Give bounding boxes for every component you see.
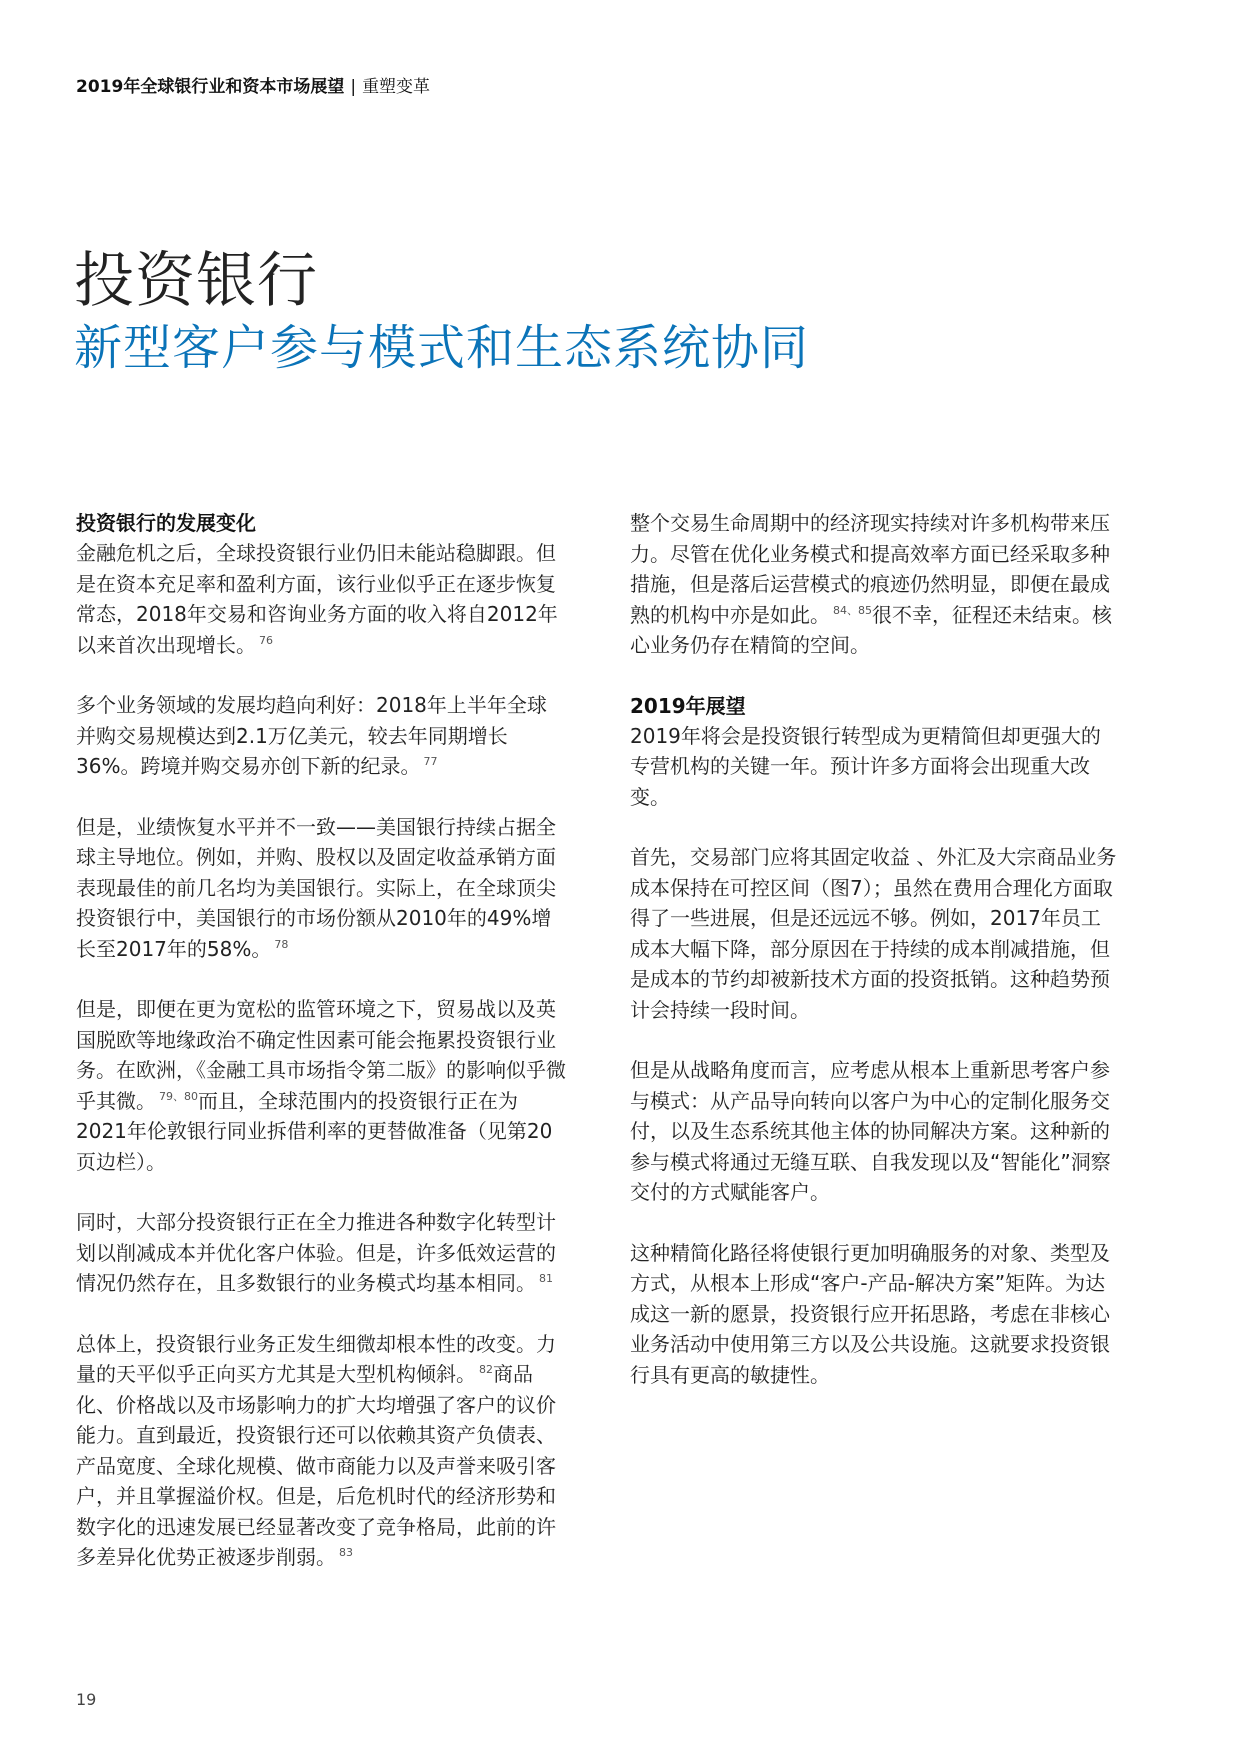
page-number: 19 <box>76 1690 97 1709</box>
paragraph <box>630 508 1120 661</box>
paragraph: 这种精简化路径将使银行更加明确服务的对象、类型及方式，从根本上形成“客户-产品-解决方案”矩阵。为达成这一新的愿景，投资银行应开拓思路，考虑在非核心业务活动中使用第三方以及公共设施。这就要求投资银行具有更高的敏捷性。 <box>630 1240 1110 1387</box>
footnote-ref: 77 <box>423 755 438 768</box>
running-header <box>76 72 430 97</box>
paragraph-text: 金融危机之后，全球投资银行业仍旧未能站稳脚跟。但是在资本充足率和盈利方面，该行业似乎正在逐步恢复常态，2018年交易和咨询业务方面的收入将自2012年以来首次出现增长。 <box>76 541 558 657</box>
paragraph <box>76 994 566 1177</box>
page-subtitle: 新型客户参与模式和生态系统协同 <box>74 319 810 376</box>
header-separator: | <box>350 77 357 97</box>
footnote-ref: 78 <box>274 937 289 951</box>
paragraph-text: 商品化、价格战以及市场影响力的扩大均增强了客户的议价能力。直到最近，投资银行还可以依赖其资产负债表、产品宽度、全球化规模、做市商能力以及声誉来吸引客户，并且掌握溢价权。但是，后危机时代的经济形势和数字化的迅速发展已经显著改变了竞争格局，此前的许多差异化优势正被逐步削弱。 <box>76 1362 556 1569</box>
section-heading-development: 投资银行的发展变化 <box>76 511 256 535</box>
paragraph <box>76 1207 566 1299</box>
paragraph: 2019年将会是投资银行转型成为更精简但却更强大的专营机构的关键一年。预计许多方面将会出现重大改变。 <box>630 723 1101 809</box>
paragraph-text: 整个交易生命周期中的经济现实持续对许多机构带来压力。尽管在优化业务模式和提高效率方面已经采取多种措施，但是落后运营模式的痕迹仍然明显，即便在最成熟的机构中亦是如此。 <box>630 511 1110 627</box>
paragraph-text: 但是，即便在更为宽松的监管环境之下，贸易战以及英国脱欧等地缘政治不确定性因素可能会拖累投资银行业务。在欧洲，《金融工具市场指令第二版》的影响似乎微乎其微。 <box>76 997 566 1113</box>
footnote-ref: 84、85 <box>833 603 872 617</box>
paragraph-text: 但是，业绩恢复水平并不一致——美国银行持续占据全球主导地位。例如，并购、股权以及固定收益承销方面表现最佳的前几名均为美国银行。实际上，在全球顶尖投资银行中，美国银行的市场份额从2010年的49%增长至2017年的58%。 <box>76 814 556 961</box>
paragraph-text: 总体上，投资银行业务正发生细微却根本性的改变。力量的天平似乎正向买方尤其是大型机构倾斜。 <box>76 1331 556 1386</box>
paragraph <box>76 812 566 965</box>
paragraph <box>76 538 566 660</box>
page-title: 投资银行 <box>74 246 318 317</box>
footnote-ref: 83 <box>339 1546 353 1559</box>
paragraph: 首先，交易部门应将其固定收益 、外汇及大宗商品业务成本保持在可控区间（图7）；虽然在费用合理化方面取得了一些进展，但是还远远不够。例如，2017年员工成本大幅下降，部分原因在于持续的成本削减措施，但是成本的节约却被新技术方面的投资抵销。这种趋势预计会持续一段时间。 <box>630 845 1117 1022</box>
report-subtitle: 重塑变革 <box>362 77 431 97</box>
paragraph: 但是从战略角度而言，应考虑从根本上重新思考客户参与模式：从产品导向转向以客户为中心的定制化服务交付，以及生态系统其他主体的协同解决方案。这种新的参与模式将通过无缝互联、自我发现以及“智能化”洞察交付的方式赋能客户。 <box>630 1058 1111 1204</box>
footnote-ref: 76 <box>259 633 273 647</box>
footnote-ref: 81 <box>539 1272 553 1285</box>
paragraph-text: 多个业务领域的发展均趋向利好：2018年上半年全球并购交易规模达到2.1万亿美元，较去年同期增长36%。跨境并购交易亦创下新的纪录。 <box>76 693 547 778</box>
footnote-ref: 82 <box>479 1363 493 1376</box>
section-heading-outlook: 2019年展望 <box>630 693 746 718</box>
paragraph <box>76 1329 566 1573</box>
left-column <box>76 508 566 1603</box>
paragraph-text: 同时，大部分投资银行正在全力推进各种数字化转型计划以削减成本并优化客户体验。但是，许多低效运营的情况仍然存在，且多数银行的业务模式均基本相同。 <box>76 1210 556 1295</box>
paragraph-text: 而且，全球范围内的投资银行正在为2021年伦敦银行同业拆借利率的更替做准备（见第20页边栏）。 <box>76 1088 553 1174</box>
footnote-ref: 79、80 <box>159 1089 198 1103</box>
report-title: 2019年全球银行业和资本市场展望 <box>76 77 345 97</box>
paragraph-text: 很不幸，征程还未结束。核心业务仍存在精简的空间。 <box>630 602 1112 657</box>
right-column <box>630 508 1120 1420</box>
paragraph <box>76 690 566 782</box>
